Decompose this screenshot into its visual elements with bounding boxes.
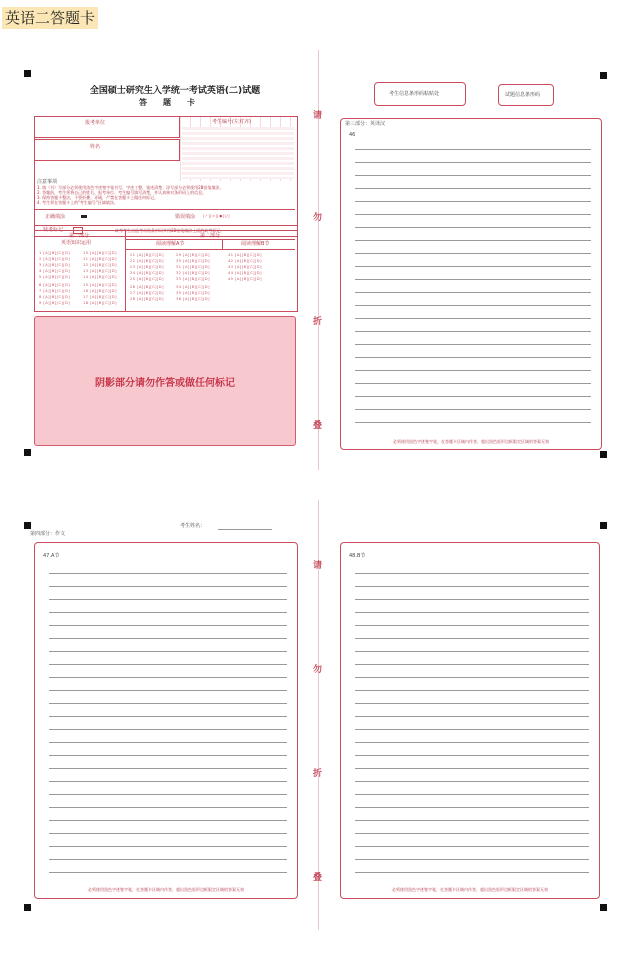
note-line: 4. 考生须在答题卡上的"考生编号"区域填涂。 xyxy=(37,200,118,205)
id-label: 考生编号(左对齐) xyxy=(212,119,251,125)
fold-warning-char: 叠 xyxy=(313,873,323,883)
option-bubbles[interactable]: [A][B][C][D] xyxy=(235,253,262,257)
option-bubbles[interactable]: [A][B][C][D] xyxy=(90,263,117,267)
fill-example-row xyxy=(35,209,295,224)
option-bubbles[interactable]: [A][B][C][D] xyxy=(90,301,117,305)
question-47-label: 47.A节 xyxy=(43,553,60,559)
question-number: 8 xyxy=(39,295,42,299)
option-bubbles[interactable]: [A][B][C][D] xyxy=(90,269,117,273)
option-bubbles[interactable]: [A][B][C][D] xyxy=(183,291,210,295)
question-number: 43 xyxy=(228,265,234,269)
answer-area-footer: 必须使用黑色字迹签字笔，在答题卡区域内作答，超出黑色矩形边框限定区域的答案无效 xyxy=(392,887,548,892)
option-bubbles[interactable]: [A][B][C][D] xyxy=(43,295,71,299)
option-row[interactable] xyxy=(39,295,70,300)
option-bubbles[interactable]: [A][B][C][D] xyxy=(137,297,164,301)
option-row[interactable] xyxy=(83,269,117,274)
fold-warning-char: 勿 xyxy=(313,665,323,675)
option-bubbles[interactable]: [A][B][C][D] xyxy=(183,297,210,301)
option-row[interactable] xyxy=(130,259,164,264)
id-digit-area[interactable] xyxy=(182,127,294,179)
option-row[interactable] xyxy=(176,253,210,258)
essay-b-answer-box xyxy=(340,542,600,899)
answer-sheet-page-2 xyxy=(328,50,618,470)
part2-title: 第二部分 xyxy=(200,233,221,239)
option-row[interactable] xyxy=(130,277,164,282)
option-row[interactable] xyxy=(176,265,210,270)
question-number: 1 xyxy=(39,251,42,255)
fold-warning-char: 请 xyxy=(313,111,323,121)
option-bubbles[interactable]: [A][B][C][D] xyxy=(43,269,71,273)
question-number: 9 xyxy=(39,301,42,305)
candidate-name-label: 考生姓名： xyxy=(180,523,206,529)
part2a-header xyxy=(126,239,223,250)
question-number: 31 xyxy=(176,265,182,269)
question-48-label: 48.B节 xyxy=(349,553,366,559)
option-row[interactable] xyxy=(228,265,262,270)
unit-label: 报考单位 xyxy=(85,120,106,126)
option-row[interactable] xyxy=(39,289,70,294)
option-row[interactable] xyxy=(39,275,70,280)
page-tag: 英语二答题卡 xyxy=(2,7,98,29)
option-bubbles[interactable]: [A][B][C][D] xyxy=(183,265,210,269)
question-number: 34 xyxy=(176,285,182,289)
option-row[interactable] xyxy=(130,253,164,258)
option-row[interactable] xyxy=(176,271,210,276)
option-bubbles[interactable]: [A][B][C][D] xyxy=(43,301,71,305)
question-number: 45 xyxy=(228,277,234,281)
option-row[interactable] xyxy=(83,283,117,288)
question-number: 27 xyxy=(130,291,136,295)
wrong-fill-label: 错误填涂 xyxy=(175,214,196,220)
option-row[interactable] xyxy=(130,271,164,276)
option-bubbles[interactable]: [A][B][C][D] xyxy=(235,259,262,263)
question-number: 12 xyxy=(83,263,89,267)
option-row[interactable] xyxy=(39,269,70,274)
question-number: 3 xyxy=(39,263,42,267)
alignment-mark xyxy=(24,449,31,456)
question-number: 7 xyxy=(39,289,42,293)
option-row[interactable] xyxy=(228,277,262,282)
part1-column xyxy=(35,231,126,311)
option-bubbles[interactable]: [A][B][C][D] xyxy=(137,265,164,269)
translation-answer-box xyxy=(340,118,602,450)
question-number: 33 xyxy=(176,277,182,281)
note-line: 1. 填（书）写部分必须使用黑色字迹签字笔书写，字迹工整、笔迹清楚；涂写部分必须使用2B铅笔填涂。 xyxy=(37,185,224,190)
unit-row xyxy=(35,117,180,138)
option-row[interactable] xyxy=(228,271,262,276)
option-bubbles[interactable]: [A][B][C][D] xyxy=(90,283,117,287)
option-bubbles[interactable]: [A][B][C][D] xyxy=(183,253,210,257)
option-bubbles[interactable]: [A][B][C][D] xyxy=(90,275,117,279)
option-row[interactable] xyxy=(176,297,210,302)
answer-area-footer: 必须使用黑色字迹签字笔，在答题卡区域内作答，超出黑色矩形边框限定区域的答案无效 xyxy=(393,439,549,444)
question-number: 6 xyxy=(39,283,42,287)
note-line: 2. 答题前，考生须将自己的姓名、报考单位、考生编号填写清楚，并认真核对条形码上的信息。 xyxy=(37,190,207,195)
question-number: 28 xyxy=(130,297,136,301)
option-row[interactable] xyxy=(83,251,117,256)
option-bubbles[interactable]: [A][B][C][D] xyxy=(90,251,117,255)
question-number: 22 xyxy=(130,259,136,263)
shaded-region-text: 阴影部分请勿作答或做任何标记 xyxy=(95,377,235,389)
option-row[interactable] xyxy=(39,263,70,268)
option-bubbles[interactable]: [A][B][C][D] xyxy=(137,271,164,275)
question-number: 24 xyxy=(130,271,136,275)
option-bubbles[interactable]: [A][B][C][D] xyxy=(137,259,164,263)
question-number: 14 xyxy=(83,275,89,279)
option-bubbles[interactable]: [A][B][C][D] xyxy=(137,277,164,281)
part4-title: 第四部分：作文 xyxy=(30,531,66,537)
info-block xyxy=(34,116,298,226)
writing-lines[interactable] xyxy=(355,137,591,435)
sheet-title: 全国硕士研究生入学统一考试英语(二)试题 xyxy=(89,86,261,96)
question-number: 29 xyxy=(176,253,182,257)
option-bubbles[interactable]: [A][B][C][D] xyxy=(137,253,164,257)
writing-lines[interactable] xyxy=(49,561,287,881)
question-number: 13 xyxy=(83,269,89,273)
question-number: 44 xyxy=(228,271,234,275)
question-number: 35 xyxy=(176,291,182,295)
question-number: 23 xyxy=(130,265,136,269)
option-bubbles[interactable]: [A][B][C][D] xyxy=(90,289,117,293)
option-row[interactable] xyxy=(83,289,117,294)
option-bubbles[interactable]: [A][B][C][D] xyxy=(183,277,210,281)
option-row[interactable] xyxy=(39,251,70,256)
question-number: 17 xyxy=(83,295,89,299)
question-number: 5 xyxy=(39,275,42,279)
option-bubbles[interactable]: [A][B][C][D] xyxy=(235,265,262,269)
part2b-title: 阅读理解B节 xyxy=(241,241,270,247)
fold-warning-char: 折 xyxy=(313,317,323,327)
question-number: 2 xyxy=(39,257,42,261)
option-bubbles[interactable]: [A][B][C][D] xyxy=(235,277,262,281)
exam-barcode-area xyxy=(498,84,554,106)
name-row xyxy=(35,139,180,161)
option-row[interactable] xyxy=(176,259,210,264)
question-number: 25 xyxy=(130,277,136,281)
question-number: 42 xyxy=(228,259,234,263)
question-number: 15 xyxy=(83,283,89,287)
shaded-no-answer-region xyxy=(34,316,296,446)
question-number: 16 xyxy=(83,289,89,293)
candidate-name-field[interactable] xyxy=(218,529,272,530)
option-bubbles[interactable]: [A][B][C][D] xyxy=(43,251,71,255)
option-row[interactable] xyxy=(130,285,164,290)
question-number: 10 xyxy=(83,251,89,255)
exam-barcode-label: 试题信息条形码 xyxy=(505,92,541,98)
part1-options[interactable] xyxy=(39,251,123,309)
option-row[interactable] xyxy=(130,297,164,302)
question-number: 18 xyxy=(83,301,89,305)
option-row[interactable] xyxy=(39,283,70,288)
id-grid xyxy=(180,117,296,181)
fold-warning-char: 折 xyxy=(313,769,323,779)
question-number: 36 xyxy=(176,297,182,301)
name-label: 姓名 xyxy=(90,144,101,150)
answer-area-footer: 必须使用黑色字迹签字笔，在答题卡区域内作答，超出黑色矩形边框限定区域的答案无效 xyxy=(88,887,244,892)
part2-column xyxy=(126,231,296,311)
writing-lines[interactable] xyxy=(355,561,589,881)
option-bubbles[interactable]: [A][B][C][D] xyxy=(183,285,210,289)
question-number: 41 xyxy=(228,253,234,257)
alignment-mark xyxy=(600,522,607,529)
answer-sheet-page-1 xyxy=(20,50,310,470)
absent-note: 缺考考生由监考员贴条形码并用2B铅笔填涂上面的缺考标记。 xyxy=(115,228,225,233)
essay-a-answer-box xyxy=(34,542,298,899)
answer-sheet-page-3 xyxy=(20,500,310,930)
note-line: 3. 保持答题卡整洁，不要折叠、弄破，严禁在答题卡上做任何标记。 xyxy=(37,195,159,200)
part3-title: 第三部分：英译汉 xyxy=(345,121,386,127)
option-bubbles[interactable]: [A][B][C][D] xyxy=(137,291,164,295)
option-bubbles[interactable]: [A][B][C][D] xyxy=(43,263,71,267)
correct-fill-label: 正确填涂 xyxy=(45,214,66,220)
question-number: 32 xyxy=(176,271,182,275)
answer-sheet-page-4 xyxy=(328,500,618,930)
option-row[interactable] xyxy=(39,257,70,262)
correct-fill-sample xyxy=(81,215,87,218)
alignment-mark xyxy=(24,522,31,529)
part1-title: 第一部分 xyxy=(69,233,90,239)
option-row[interactable] xyxy=(39,301,70,306)
option-row[interactable] xyxy=(130,265,164,270)
option-row[interactable] xyxy=(176,285,210,290)
option-bubbles[interactable]: [A][B][C][D] xyxy=(90,257,117,261)
part2b-header xyxy=(223,239,295,250)
question-number: 11 xyxy=(83,257,89,261)
option-bubbles[interactable]: [A][B][C][D] xyxy=(235,271,262,275)
fold-warning-char: 勿 xyxy=(313,213,323,223)
alignment-mark xyxy=(24,70,31,77)
notes-area xyxy=(37,179,295,207)
option-bubbles[interactable]: [A][B][C][D] xyxy=(43,257,71,261)
option-row[interactable] xyxy=(83,257,117,262)
alignment-mark xyxy=(24,904,31,911)
option-row[interactable] xyxy=(228,253,262,258)
question-number: 4 xyxy=(39,269,42,273)
question-number: 21 xyxy=(130,253,136,257)
barcode-sticker-area xyxy=(374,82,466,106)
objective-answer-block xyxy=(34,230,298,312)
option-bubbles[interactable]: [A][B][C][D] xyxy=(183,259,210,263)
barcode-label: 考生信息条形码粘贴处 xyxy=(389,91,440,97)
option-bubbles[interactable]: [A][B][C][D] xyxy=(43,283,71,287)
option-row[interactable] xyxy=(130,291,164,296)
absent-label: 缺考标记 xyxy=(43,227,64,233)
option-row[interactable] xyxy=(176,277,210,282)
option-bubbles[interactable]: [A][B][C][D] xyxy=(183,271,210,275)
sheet-subtitle: 答题卡 xyxy=(139,98,211,107)
option-row[interactable] xyxy=(228,259,262,264)
option-bubbles[interactable]: [A][B][C][D] xyxy=(137,285,164,289)
wrong-fill-sample: [✓][×][●][/] xyxy=(203,214,231,218)
part2a-title: 阅读理解A节 xyxy=(156,241,185,247)
part1-subtitle: 英语知识运用 xyxy=(61,240,92,246)
option-row[interactable] xyxy=(83,301,117,306)
question-46-label: 46 xyxy=(349,132,356,138)
option-row[interactable] xyxy=(83,295,117,300)
alignment-mark xyxy=(600,451,607,458)
option-row[interactable] xyxy=(83,263,117,268)
fold-warning-char: 叠 xyxy=(313,421,323,431)
option-bubbles[interactable]: [A][B][C][D] xyxy=(90,295,117,299)
notes-title: 注意事项 xyxy=(37,179,58,185)
question-number: 30 xyxy=(176,259,182,263)
alignment-mark xyxy=(600,904,607,911)
option-row[interactable] xyxy=(83,275,117,280)
alignment-mark xyxy=(600,72,607,79)
fold-warning-char: 请 xyxy=(313,561,323,571)
option-row[interactable] xyxy=(176,291,210,296)
option-bubbles[interactable]: [A][B][C][D] xyxy=(43,289,71,293)
option-bubbles[interactable]: [A][B][C][D] xyxy=(43,275,71,279)
question-number: 26 xyxy=(130,285,136,289)
